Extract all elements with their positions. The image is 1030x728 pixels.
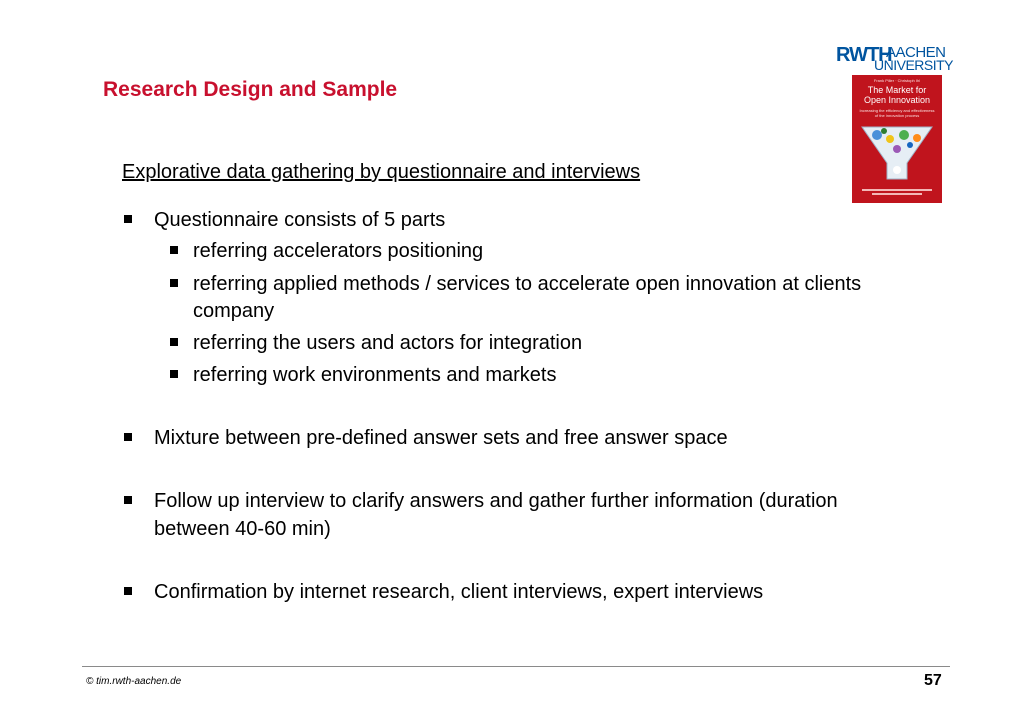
bullet-3-text-cont: between 40-60 min) [154, 518, 331, 540]
bullet-4-text: Confirmation by internet research, client interviews, expert interviews [154, 581, 764, 603]
slide-title: Research Design and Sample [103, 78, 398, 101]
bullet-2-text: Mixture between pre-defined answer sets and free answer space [154, 427, 728, 449]
footer-copyright: © tim.rwth-aachen.de [86, 676, 182, 687]
bullet-3-text: Follow up interview to clarify answers and gather further information (duration [154, 490, 838, 512]
book-title [852, 85, 942, 105]
sub-bullet-4-text: referring work environments and markets [193, 364, 557, 386]
book-cover-image [852, 75, 942, 203]
logo-aachen: AACHEN [886, 44, 946, 61]
bullet-marker [124, 215, 132, 223]
sub-bullet-1-text: referring accelerators positioning [193, 240, 484, 262]
bullet-marker [124, 433, 132, 441]
logo-university: UNIVERSITY [874, 57, 954, 73]
sub-bullet-2-text: referring applied methods / services to accelerate open innovation at clients [193, 273, 862, 295]
rwth-logo [836, 42, 954, 73]
sub-bullet-3-text: referring the users and actors for integration [193, 332, 583, 354]
logo-rwth: RWTH [836, 44, 892, 66]
page-number: 57 [924, 672, 942, 689]
sub-bullet-marker [170, 338, 178, 346]
intro-heading: Explorative data gathering by questionnaire and interviews [122, 161, 641, 183]
book-authors: Frank Piller · Christoph Ihl [873, 78, 921, 83]
sub-bullet-marker [170, 370, 178, 378]
bullet-marker [124, 587, 132, 595]
sub-bullet-marker [170, 246, 178, 254]
footer-divider [82, 666, 950, 667]
sub-bullet-2-text-cont: company [193, 300, 275, 322]
bullet-1-text: Questionnaire consists of 5 parts [154, 209, 446, 231]
book-title-line-2: Open Innovation [863, 95, 931, 105]
book-title-line-1: The Market for [867, 85, 927, 95]
bullet-marker [124, 496, 132, 504]
book-subtitle: Increasing the efficiency and effectiveness of the innovation process [859, 108, 935, 118]
sub-bullet-marker [170, 279, 178, 287]
